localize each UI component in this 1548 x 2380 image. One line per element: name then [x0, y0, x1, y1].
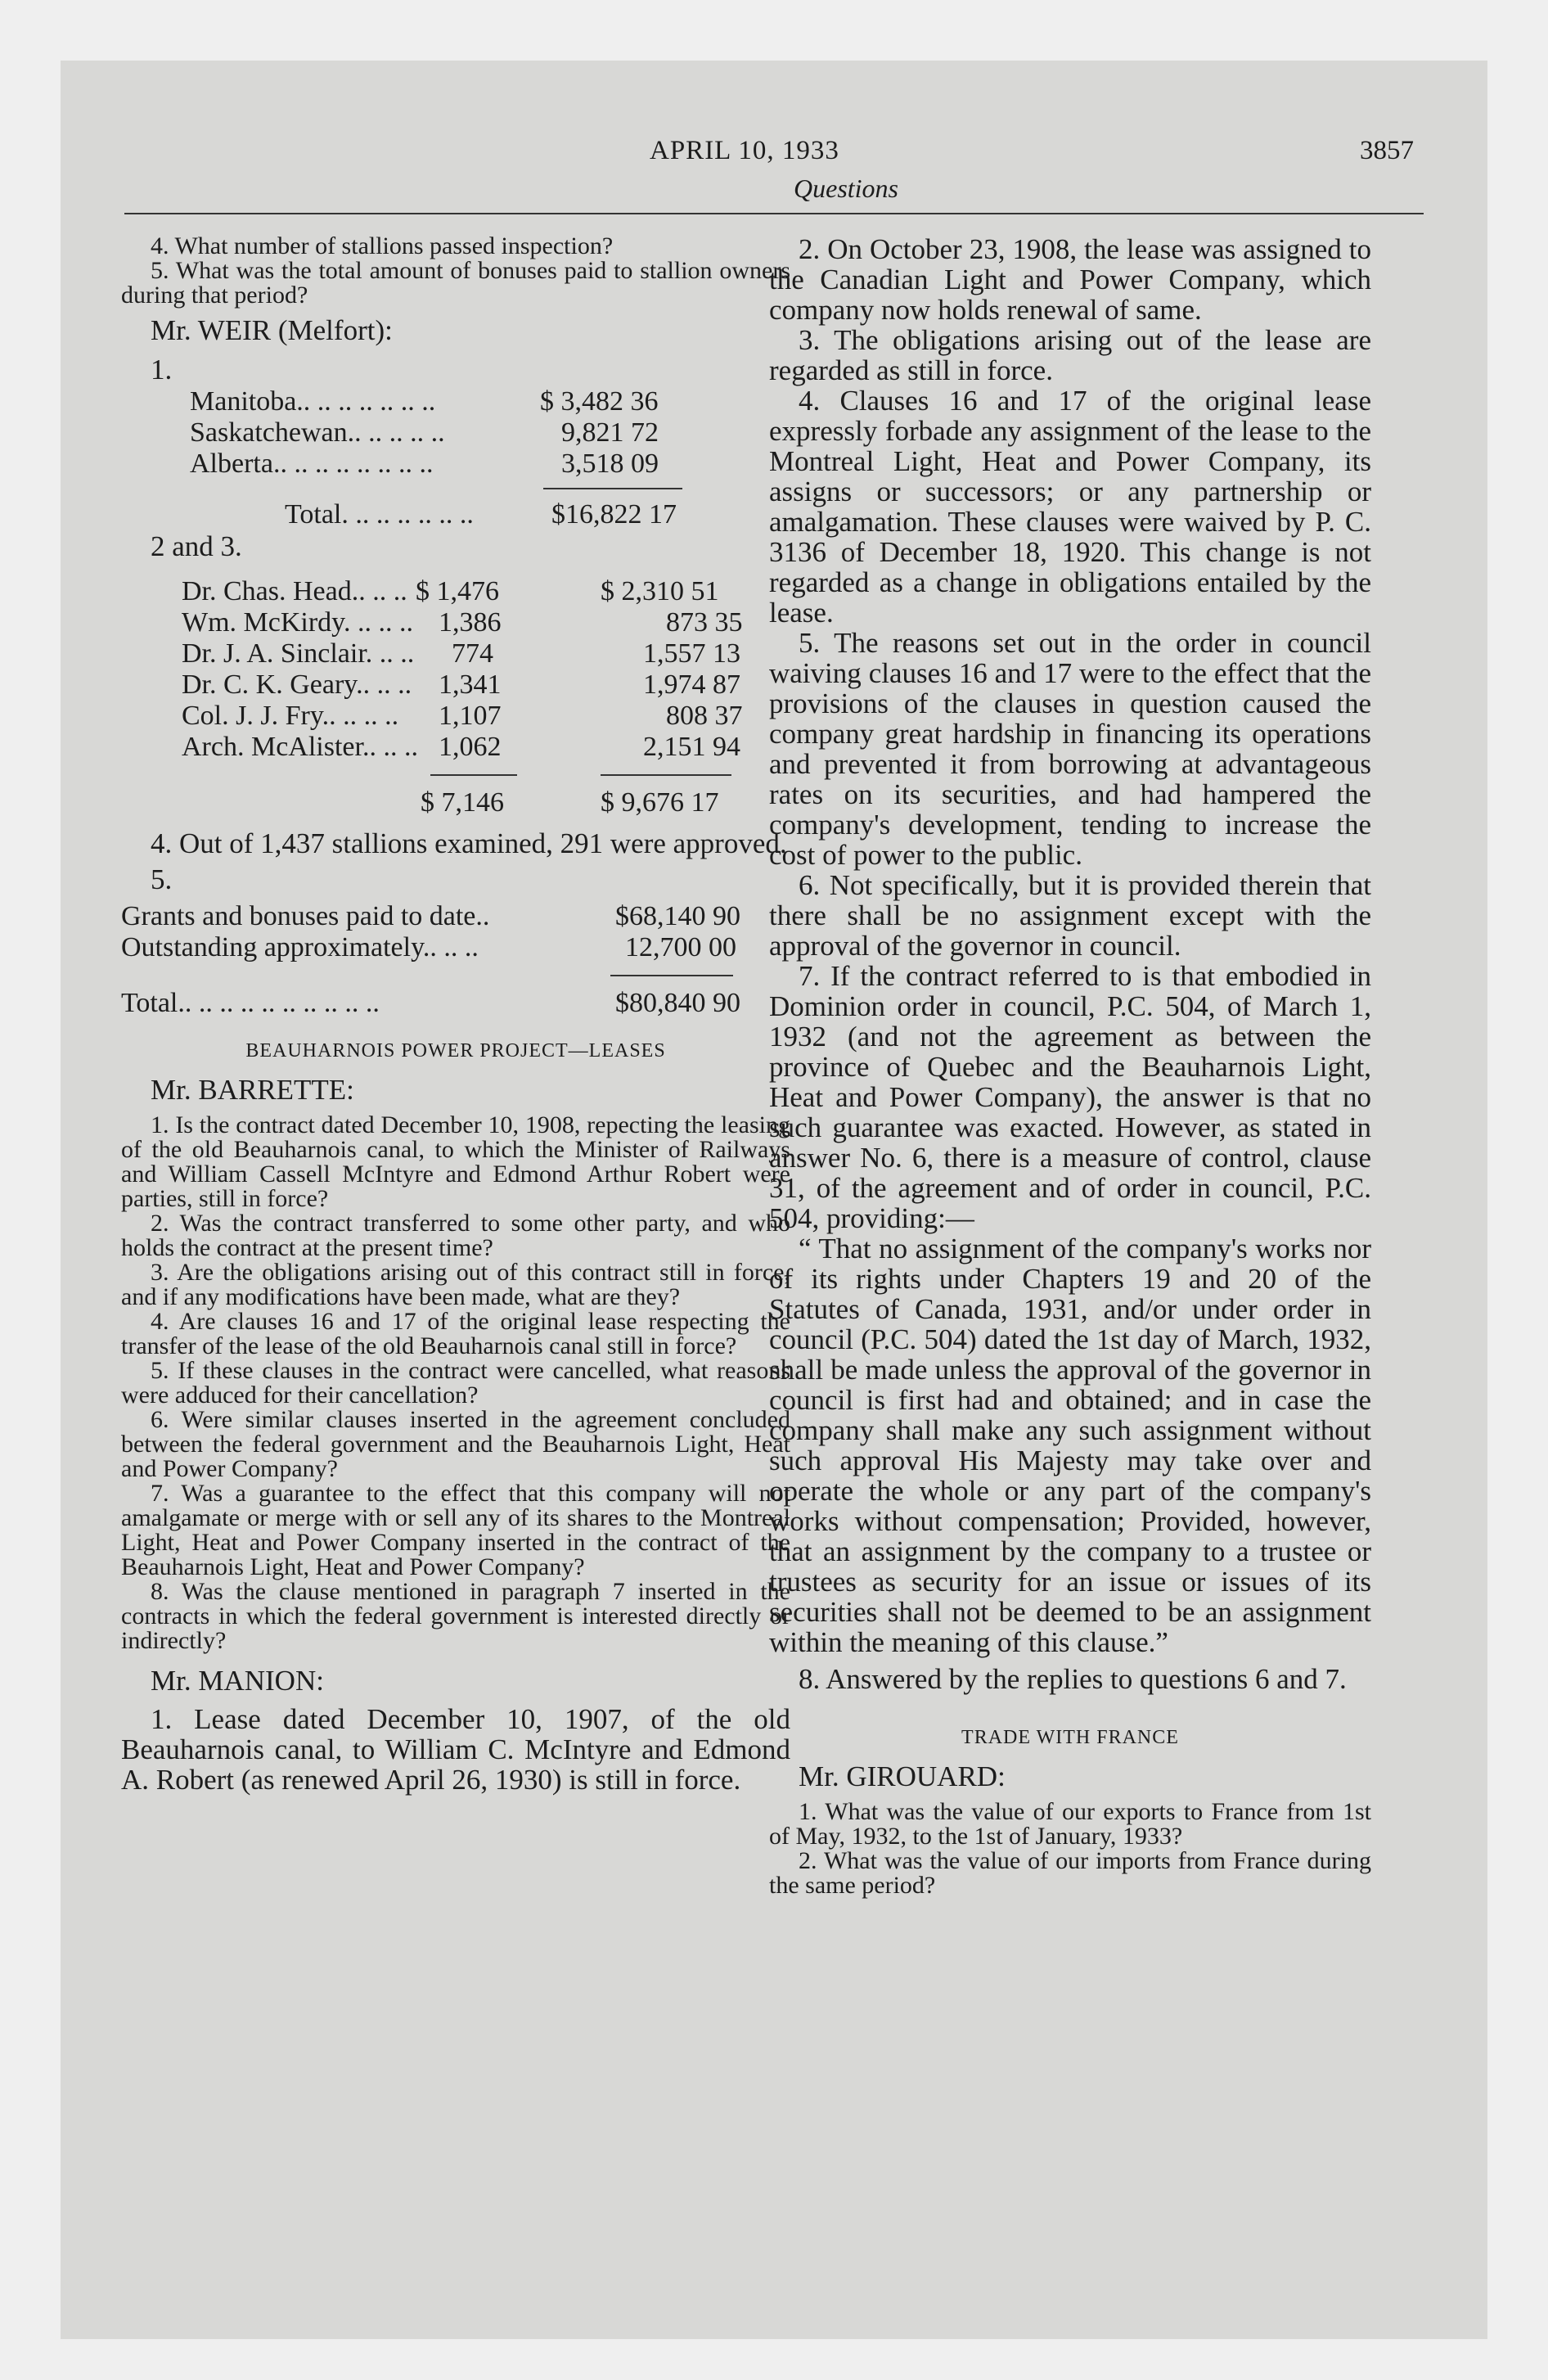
table-row	[121, 607, 790, 638]
answer-1-number: 1.	[151, 354, 173, 385]
hansard-page	[61, 61, 1487, 2339]
speaker-barrette: Mr. BARRETTE:	[151, 1074, 354, 1106]
table-row	[121, 988, 790, 1019]
owner-bonus: 1,974 87	[643, 669, 740, 700]
question-5-bonuses: 5. What was the total amount of bonuses paid to stallion owners during that period?	[121, 257, 790, 309]
province-name: Alberta.. .. .. .. .. .. .. ..	[190, 449, 434, 479]
speaker-weir: Mr. WEIR (Melfort):	[151, 314, 393, 346]
owner-count: 774	[452, 638, 493, 669]
table-row	[121, 386, 790, 417]
table-row	[121, 638, 790, 669]
question-item: 7. Was a guarantee to the effect that this company will not amalgamate or merge with or sell any of its shares to the Montreal Light, Heat and Power Company inserted in the contract of the Beauharnois Light, Heat and Power Company?	[121, 1480, 790, 1580]
question-4-stallions: 4. What number of stallions passed inspection?	[151, 232, 614, 259]
answer-item: 5. The reasons set out in the order in council waiving clauses 16 and 17 were to the effect that the provisions of the clauses in question caused the company great hardship in financing its operations and prevented it from borrowing at advantageous rates on its securities, and had hampered the company's development, tending to increase the cost of power to the public.	[769, 627, 1371, 871]
question-item: 5. If these clauses in the contract were cancelled, what reasons were adduced for their cancellation?	[121, 1357, 790, 1409]
owner-name: Arch. McAlister.. .. ..	[182, 732, 418, 762]
province-name: Saskatchewan.. .. .. .. ..	[190, 417, 445, 448]
owner-bonus: $ 2,310 51	[601, 576, 719, 606]
answer-2-3-number: 2 and 3.	[151, 530, 242, 562]
grants-amount: $68,140 90	[615, 901, 740, 931]
speaker-girouard: Mr. GIROUARD:	[799, 1760, 1006, 1792]
manion-answer-1: 1. Lease dated December 10, 1907, of the old Beauharnois canal, to William C. McIntyre and Edmond A. Robert (as renewed April 26, 1930) is still in force.	[121, 1703, 790, 1796]
owner-bonus: 873 35	[666, 607, 743, 638]
grants-label: Outstanding approximately.. .. ..	[121, 932, 479, 962]
page-header	[61, 136, 1487, 210]
section-title-beauharnois: BEAUHARNOIS POWER PROJECT—LEASES	[245, 1040, 666, 1062]
grants-rule-wrap	[121, 963, 790, 988]
table-row	[121, 787, 790, 818]
question-item: 4. Are clauses 16 and 17 of the original lease respecting the transfer of the lease of the old Beauharnois canal still in force?	[121, 1308, 790, 1359]
owners-total-rule-1	[430, 774, 517, 776]
right-column	[769, 234, 1371, 1898]
question-item: 1. What was the value of our exports to France from 1st of May, 1932, to the 1st of January, 1933?	[769, 1798, 1371, 1850]
owner-name: Dr. C. K. Geary.. .. ..	[182, 669, 412, 700]
owners-total-bonus: $ 9,676 17	[601, 787, 719, 818]
speaker-manion: Mr. MANION:	[151, 1665, 324, 1697]
section-title-trade-france: TRADE WITH FRANCE	[961, 1727, 1179, 1748]
question-item: 3. Are the obligations arising out of this contract still in force, and if any modifications have been made, what are they?	[121, 1259, 790, 1310]
table-row	[121, 669, 790, 701]
answer-8: 8. Answered by the replies to questions 6 and 7.	[799, 1663, 1347, 1695]
owners-rule-wrap	[121, 763, 790, 787]
grants-total-label: Total.. .. .. .. .. .. .. .. .. ..	[121, 988, 380, 1018]
owner-count: 1,062	[439, 732, 502, 762]
header-rule	[124, 213, 1424, 214]
province-amount: $ 3,482 36	[540, 386, 659, 417]
total-label: Total. .. .. .. .. .. ..	[285, 499, 474, 530]
grants-label: Grants and bonuses paid to date..	[121, 901, 490, 931]
left-column	[121, 234, 790, 1795]
page-number: 3857	[1360, 136, 1414, 165]
grants-total-rule	[610, 975, 733, 976]
table-row	[121, 417, 790, 449]
table-row	[121, 932, 790, 963]
question-item: 2. What was the value of our imports from France during the same period?	[769, 1847, 1371, 1899]
owners-table	[121, 576, 790, 818]
grants-table	[121, 901, 790, 1019]
owners-total-rule-2	[601, 774, 731, 776]
total-rule-wrap	[121, 480, 790, 499]
answer-item: 2. On October 23, 1908, the lease was assigned to the Canadian Light and Power Company, which company now holds renewal of same.	[769, 233, 1371, 326]
table-row	[121, 499, 790, 530]
answer-5-number: 5.	[151, 863, 173, 895]
question-item: 6. Were similar clauses inserted in the agreement concluded between the federal government and the Beauharnois Light, Heat and Power Company?	[121, 1406, 790, 1482]
table-row	[121, 901, 790, 932]
owner-bonus: 2,151 94	[643, 732, 740, 762]
owner-name: Dr. J. A. Sinclair. .. ..	[182, 638, 415, 669]
question-item: 1. Is the contract dated December 10, 1908, repecting the leasing of the old Beauharnois canal, to which the Minister of Railways and William Cassell McIntyre and Edmond Arthur Robert were parties, still in force?	[121, 1111, 790, 1212]
answer-4-stallions: 4. Out of 1,437 stallions examined, 291 were approved.	[151, 827, 787, 859]
owner-count: $ 1,476	[416, 576, 499, 606]
grants-total-amount: $80,840 90	[615, 988, 740, 1018]
province-name: Manitoba.. .. .. .. .. .. ..	[190, 386, 436, 417]
table-row	[121, 576, 790, 607]
owner-count: 1,386	[439, 607, 502, 638]
owner-name: Wm. McKirdy. .. .. ..	[182, 607, 413, 638]
province-table	[121, 386, 790, 530]
table-row	[121, 732, 790, 763]
owner-bonus: 808 37	[666, 701, 743, 731]
province-amount: 3,518 09	[561, 449, 659, 479]
answer-item: 4. Clauses 16 and 17 of the original lease expressly forbade any assignment of the lease to the Montreal Light, Heat and Power Company, its assigns or successors; or any partnership or amalgamation. These clauses were waived by P. C. 3136 of December 18, 1920. This change is not regarded as a change in obligations entailed by the lease.	[769, 385, 1371, 629]
table-row	[121, 701, 790, 732]
answer-item: 7. If the contract referred to is that embodied in Dominion order in council, P.C. 504, of March 1, 1932 (and not the agreement as between the province of Quebec and the Beauharnois Light, Heat and Power Company), the answer is that no such guarantee was exacted. However, as stated in answer No. 6, there is a measure of control, clause 31, of the agreement and of order in council, P.C. 504, providing:—	[769, 960, 1371, 1234]
owner-count: 1,341	[439, 669, 502, 700]
question-item: 2. Was the contract transferred to some other party, and who holds the contract at the present time?	[121, 1210, 790, 1261]
owners-total-count: $ 7,146	[421, 787, 504, 818]
answer-item: 3. The obligations arising out of the lease are regarded as still in force.	[769, 324, 1371, 386]
answer-item: 6. Not specifically, but it is provided therein that there shall be no assignment except with the approval of the governor in council.	[769, 869, 1371, 962]
question-item: 8. Was the clause mentioned in paragraph 7 inserted in the contracts in which the federal government is interested directly or indirectly?	[121, 1578, 790, 1654]
total-amount: $16,822 17	[551, 499, 677, 530]
header-date: APRIL 10, 1933	[650, 136, 839, 165]
owner-bonus: 1,557 13	[643, 638, 740, 669]
province-amount: 9,821 72	[561, 417, 659, 448]
total-rule	[543, 488, 682, 489]
owner-name: Col. J. J. Fry.. .. .. ..	[182, 701, 399, 731]
clause-31-quote: “ That no assignment of the company's works nor of its rights under Chapters 19 and 20 of the Statutes of Canada, 1931, and/or under order in council (P.C. 504) dated the 1st day of March, 1932, shall be made unless the approval of the governor in council is first had and obtained; and in case the company shall make any such assignment without such approval His Majesty may take over and operate the whole or any part of the company's works without compensation; Provided, however, that an assignment by the company to a trustee or trustees as security for an issue or issues of its securities shall not be deemed to be an assignment within the meaning of this clause.”	[769, 1233, 1371, 1658]
owner-count: 1,107	[439, 701, 502, 731]
grants-amount: 12,700 00	[625, 932, 736, 962]
table-row	[121, 449, 790, 480]
section-heading: Questions	[794, 174, 898, 203]
owner-name: Dr. Chas. Head.. .. ..	[182, 576, 407, 606]
